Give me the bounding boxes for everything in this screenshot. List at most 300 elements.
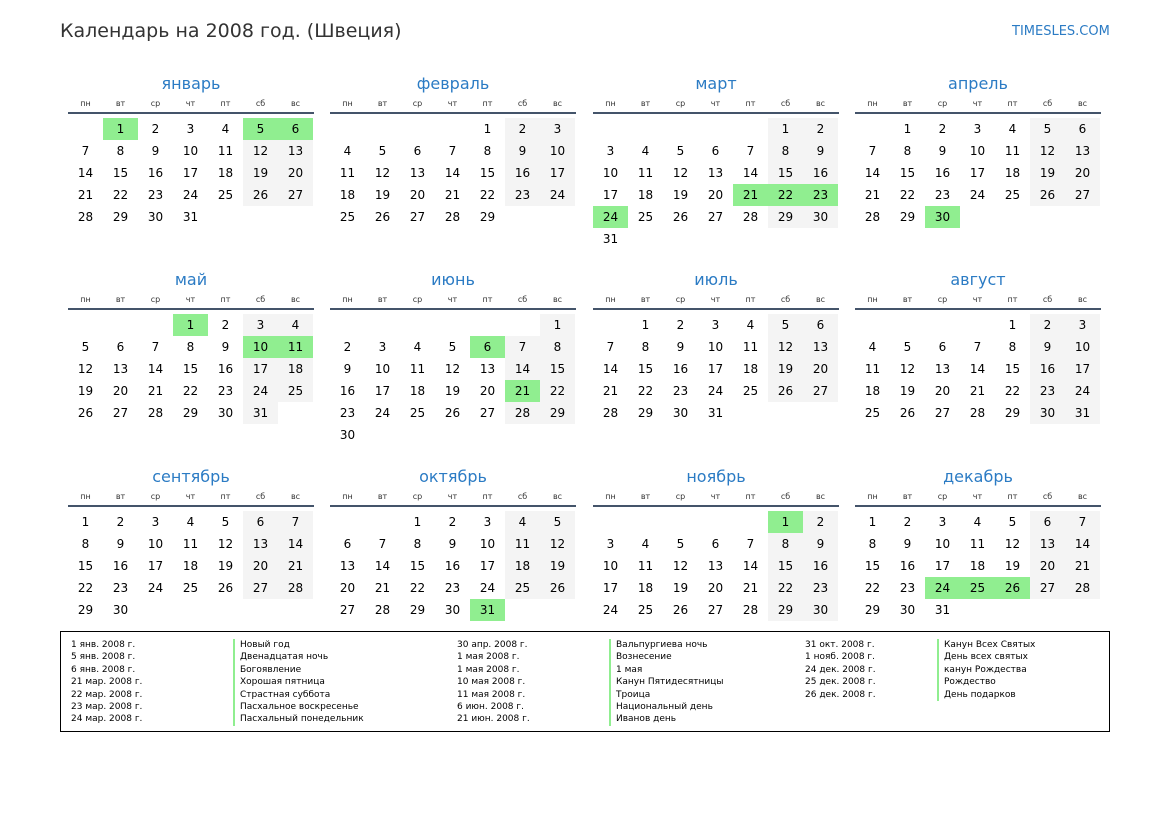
weekday-label: чт bbox=[447, 295, 458, 304]
day-cell: 9 bbox=[151, 144, 160, 158]
legend-holiday-name: Хорошая пятница bbox=[240, 677, 325, 688]
weekday-label: пн bbox=[867, 99, 878, 108]
day-cell: 12 bbox=[77, 362, 94, 376]
day-cell: 27 bbox=[934, 406, 951, 420]
day-cell: 7 bbox=[81, 144, 90, 158]
legend-holiday-name: Канун Всех Святых bbox=[944, 640, 1036, 650]
day-cell: 9 bbox=[803, 533, 838, 555]
day-cell: 3 bbox=[938, 515, 947, 529]
day-cell: 5 bbox=[540, 511, 575, 533]
day-cell: 11 bbox=[742, 340, 759, 354]
day-cell: 22 bbox=[112, 188, 129, 202]
day-cell: 9 bbox=[676, 340, 685, 354]
day-cell: 21 bbox=[278, 555, 313, 577]
day-cell: 26 bbox=[1030, 184, 1065, 206]
month-name: февраль bbox=[416, 74, 490, 93]
day-cell: 2 bbox=[448, 515, 457, 529]
day-cell: 17 bbox=[602, 188, 619, 202]
day-cell: 6 bbox=[711, 144, 720, 158]
day-cell: 10 bbox=[374, 362, 391, 376]
day-cell: 21 bbox=[77, 188, 94, 202]
day-cell: 24 bbox=[243, 380, 278, 402]
day-cell: 18 bbox=[1004, 166, 1021, 180]
weekday-label: чт bbox=[972, 99, 983, 108]
weekday-label: вт bbox=[377, 99, 388, 108]
day-cell: 26 bbox=[672, 210, 689, 224]
day-cell: 10 bbox=[1065, 336, 1100, 358]
day-cell: 23 bbox=[339, 406, 356, 420]
weekday-label: чт bbox=[710, 99, 721, 108]
day-cell: 30 bbox=[339, 428, 356, 442]
day-cell: 20 bbox=[409, 188, 426, 202]
day-cell: 1 bbox=[768, 118, 803, 140]
day-cell: 2 bbox=[803, 511, 838, 533]
day-cell: 19 bbox=[374, 188, 391, 202]
legend-holiday-name: Новый год bbox=[240, 640, 290, 650]
legend-holiday-name: Иванов день bbox=[616, 714, 677, 725]
day-cell: 8 bbox=[768, 533, 803, 555]
day-cell: 30 bbox=[672, 406, 689, 420]
day-cell: 25 bbox=[864, 406, 881, 420]
day-cell: 12 bbox=[243, 140, 278, 162]
day-cell: 11 bbox=[637, 559, 654, 573]
weekday-label: пн bbox=[605, 295, 616, 304]
day-cell: 1 bbox=[413, 515, 422, 529]
day-cell: 19 bbox=[77, 384, 94, 398]
day-cell: 8 bbox=[483, 144, 492, 158]
weekday-label: вс bbox=[1077, 492, 1088, 501]
day-cell: 23 bbox=[505, 184, 540, 206]
day-cell: 19 bbox=[217, 559, 234, 573]
day-cell: 4 bbox=[641, 144, 650, 158]
day-cell: 27 bbox=[1065, 184, 1100, 206]
weekday-label: сб bbox=[780, 99, 791, 108]
day-cell: 12 bbox=[1004, 537, 1021, 551]
weekday-label: пт bbox=[220, 99, 231, 108]
day-cell: 6 bbox=[116, 340, 125, 354]
day-cell: 9 bbox=[343, 362, 352, 376]
weekday-label: вт bbox=[640, 492, 651, 501]
weekday-label: пт bbox=[1007, 99, 1018, 108]
day-cell: 26 bbox=[995, 577, 1030, 599]
day-cell: 11 bbox=[1004, 144, 1021, 158]
day-cell: 8 bbox=[768, 140, 803, 162]
day-cell: 19 bbox=[672, 188, 689, 202]
day-cell: 8 bbox=[116, 144, 125, 158]
day-cell: 6 bbox=[413, 144, 422, 158]
day-cell: 25 bbox=[1004, 188, 1021, 202]
day-cell: 13 bbox=[934, 362, 951, 376]
day-cell: 18 bbox=[969, 559, 986, 573]
day-cell: 15 bbox=[864, 559, 881, 573]
month-rule bbox=[593, 308, 839, 310]
day-cell: 7 bbox=[448, 144, 457, 158]
day-cell: 21 bbox=[969, 384, 986, 398]
month-name: октябрь bbox=[419, 467, 487, 486]
day-cell: 23 bbox=[934, 188, 951, 202]
day-cell: 30 bbox=[925, 206, 960, 228]
day-cell: 14 bbox=[444, 166, 461, 180]
day-cell: 23 bbox=[1030, 380, 1065, 402]
day-cell: 26 bbox=[217, 581, 234, 595]
day-cell: 10 bbox=[934, 537, 951, 551]
day-cell: 25 bbox=[217, 188, 234, 202]
day-cell: 4 bbox=[186, 515, 195, 529]
day-cell: 8 bbox=[1008, 340, 1017, 354]
day-cell: 13 bbox=[243, 533, 278, 555]
weekday-label: сб bbox=[780, 492, 791, 501]
day-cell: 7 bbox=[278, 511, 313, 533]
day-cell: 12 bbox=[899, 362, 916, 376]
day-cell: 10 bbox=[602, 166, 619, 180]
day-cell: 28 bbox=[864, 210, 881, 224]
day-cell: 17 bbox=[479, 559, 496, 573]
month-rule bbox=[855, 112, 1101, 114]
legend-holiday-name: Вальпургиева ночь bbox=[616, 640, 708, 650]
day-cell: 28 bbox=[374, 603, 391, 617]
weekday-label: пн bbox=[80, 492, 91, 501]
weekday-label: ср bbox=[412, 492, 423, 501]
day-cell: 6 bbox=[711, 537, 720, 551]
day-cell: 14 bbox=[742, 559, 759, 573]
day-cell: 9 bbox=[448, 537, 457, 551]
day-cell: 24 bbox=[147, 581, 164, 595]
weekday-label: пт bbox=[1007, 295, 1018, 304]
weekday-label: чт bbox=[972, 492, 983, 501]
day-cell: 26 bbox=[672, 603, 689, 617]
day-cell: 9 bbox=[116, 537, 125, 551]
weekday-label: вт bbox=[902, 492, 913, 501]
day-cell: 27 bbox=[112, 406, 129, 420]
weekday-label: вс bbox=[290, 295, 301, 304]
weekday-label: чт bbox=[710, 295, 721, 304]
legend-dates bbox=[457, 639, 530, 726]
day-cell: 15 bbox=[182, 362, 199, 376]
day-cell: 2 bbox=[938, 122, 947, 136]
legend-date: 22 мар. 2008 г. bbox=[71, 689, 143, 700]
day-cell: 5 bbox=[676, 537, 685, 551]
day-cell: 3 bbox=[483, 515, 492, 529]
legend-holiday-name: 1 мая bbox=[616, 664, 643, 675]
day-cell: 19 bbox=[444, 384, 461, 398]
day-cell: 6 bbox=[243, 511, 278, 533]
day-cell: 23 bbox=[672, 384, 689, 398]
month-rule bbox=[330, 505, 576, 507]
day-cell: 13 bbox=[409, 166, 426, 180]
day-cell: 30 bbox=[217, 406, 234, 420]
day-cell: 14 bbox=[742, 166, 759, 180]
weekday-label: пн bbox=[867, 295, 878, 304]
legend-dates bbox=[805, 639, 876, 701]
day-cell: 3 bbox=[711, 318, 720, 332]
month-name: сентябрь bbox=[152, 467, 230, 486]
day-cell: 28 bbox=[602, 406, 619, 420]
day-cell: 20 bbox=[707, 188, 724, 202]
day-cell: 2 bbox=[903, 515, 912, 529]
day-cell: 17 bbox=[374, 384, 391, 398]
day-cell: 20 bbox=[339, 581, 356, 595]
day-cell: 20 bbox=[278, 162, 313, 184]
day-cell: 13 bbox=[112, 362, 129, 376]
day-cell: 12 bbox=[540, 533, 575, 555]
weekday-label: вт bbox=[377, 295, 388, 304]
day-cell: 28 bbox=[742, 210, 759, 224]
legend-date: 6 июн. 2008 г. bbox=[457, 701, 524, 712]
weekday-label: пт bbox=[482, 492, 493, 501]
day-cell: 2 bbox=[116, 515, 125, 529]
day-cell: 21 bbox=[864, 188, 881, 202]
brand-link[interactable]: TIMESLES.COM bbox=[1012, 24, 1110, 39]
weekday-label: сб bbox=[255, 492, 266, 501]
day-cell: 31 bbox=[470, 599, 505, 621]
day-cell: 16 bbox=[505, 162, 540, 184]
day-cell: 29 bbox=[768, 206, 803, 228]
day-cell: 16 bbox=[803, 162, 838, 184]
month-rule bbox=[593, 505, 839, 507]
day-cell: 17 bbox=[1065, 358, 1100, 380]
day-cell: 20 bbox=[707, 581, 724, 595]
day-cell: 24 bbox=[925, 577, 960, 599]
day-cell: 27 bbox=[479, 406, 496, 420]
day-cell: 2 bbox=[803, 118, 838, 140]
legend-holiday-name: Пасхальное воскресенье bbox=[240, 701, 359, 712]
weekday-label: сб bbox=[517, 295, 528, 304]
day-cell: 6 bbox=[938, 340, 947, 354]
day-cell: 2 bbox=[151, 122, 160, 136]
weekday-label: ср bbox=[150, 99, 161, 108]
day-cell: 23 bbox=[444, 581, 461, 595]
day-cell: 24 bbox=[707, 384, 724, 398]
day-cell: 2 bbox=[1030, 314, 1065, 336]
legend-holiday-name: День подарков bbox=[944, 689, 1016, 700]
day-cell: 13 bbox=[707, 559, 724, 573]
day-cell: 22 bbox=[899, 188, 916, 202]
day-cell: 3 bbox=[243, 314, 278, 336]
day-cell: 10 bbox=[602, 559, 619, 573]
day-cell: 28 bbox=[77, 210, 94, 224]
day-cell: 5 bbox=[1008, 515, 1017, 529]
day-cell: 1 bbox=[173, 314, 208, 336]
month-name: май bbox=[174, 270, 208, 289]
weekday-label: вт bbox=[902, 99, 913, 108]
day-cell: 3 bbox=[1065, 314, 1100, 336]
legend-date: 1 янв. 2008 г. bbox=[71, 640, 136, 650]
legend-holiday-name: Вознесение bbox=[616, 652, 672, 663]
day-cell: 21 bbox=[147, 384, 164, 398]
day-cell: 25 bbox=[409, 406, 426, 420]
day-cell: 29 bbox=[864, 603, 881, 617]
day-cell: 3 bbox=[606, 537, 615, 551]
day-cell: 16 bbox=[803, 555, 838, 577]
day-cell: 21 bbox=[1065, 555, 1100, 577]
day-cell: 5 bbox=[243, 118, 278, 140]
day-cell: 29 bbox=[1004, 406, 1021, 420]
day-cell: 25 bbox=[742, 384, 759, 398]
day-cell: 12 bbox=[374, 166, 391, 180]
day-cell: 17 bbox=[602, 581, 619, 595]
month-rule bbox=[330, 112, 576, 114]
day-cell: 25 bbox=[278, 380, 313, 402]
day-cell: 30 bbox=[444, 603, 461, 617]
day-cell: 13 bbox=[339, 559, 356, 573]
day-cell: 7 bbox=[378, 537, 387, 551]
legend-holiday-name: канун Рождества bbox=[944, 664, 1027, 675]
day-cell: 31 bbox=[182, 210, 199, 224]
day-cell: 11 bbox=[505, 533, 540, 555]
day-cell: 27 bbox=[803, 380, 838, 402]
day-cell: 21 bbox=[733, 184, 768, 206]
day-cell: 4 bbox=[221, 122, 230, 136]
day-cell: 21 bbox=[505, 380, 540, 402]
day-cell: 6 bbox=[1065, 118, 1100, 140]
day-cell: 3 bbox=[606, 144, 615, 158]
legend-date: 26 дек. 2008 г. bbox=[805, 689, 876, 700]
weekday-label: вт bbox=[640, 99, 651, 108]
weekday-label: вс bbox=[815, 295, 826, 304]
day-cell: 3 bbox=[378, 340, 387, 354]
day-cell: 24 bbox=[593, 206, 628, 228]
day-cell: 31 bbox=[1065, 402, 1100, 424]
day-cell: 31 bbox=[602, 232, 619, 246]
day-cell: 14 bbox=[602, 362, 619, 376]
day-cell: 17 bbox=[540, 162, 575, 184]
month-rule bbox=[593, 112, 839, 114]
month-name: апрель bbox=[948, 74, 1008, 93]
day-cell: 23 bbox=[803, 184, 838, 206]
weekday-label: пн bbox=[342, 295, 353, 304]
day-cell: 1 bbox=[641, 318, 650, 332]
weekday-label: пн bbox=[867, 492, 878, 501]
day-cell: 23 bbox=[899, 581, 916, 595]
month-rule bbox=[330, 308, 576, 310]
day-cell: 12 bbox=[768, 336, 803, 358]
day-cell: 26 bbox=[77, 406, 94, 420]
day-cell: 21 bbox=[374, 581, 391, 595]
weekday-label: вс bbox=[290, 492, 301, 501]
weekday-label: вс bbox=[815, 492, 826, 501]
day-cell: 1 bbox=[868, 515, 877, 529]
day-cell: 6 bbox=[1030, 511, 1065, 533]
day-cell: 28 bbox=[969, 406, 986, 420]
weekday-label: сб bbox=[517, 492, 528, 501]
day-cell: 1 bbox=[540, 314, 575, 336]
month-name: ноябрь bbox=[686, 467, 746, 486]
day-cell: 6 bbox=[343, 537, 352, 551]
day-cell: 27 bbox=[1030, 577, 1065, 599]
weekday-label: пн bbox=[605, 99, 616, 108]
day-cell: 16 bbox=[339, 384, 356, 398]
day-cell: 30 bbox=[803, 206, 838, 228]
weekday-label: вт bbox=[115, 295, 126, 304]
day-cell: 25 bbox=[339, 210, 356, 224]
day-cell: 7 bbox=[151, 340, 160, 354]
weekday-label: чт bbox=[447, 492, 458, 501]
day-cell: 18 bbox=[637, 581, 654, 595]
month-rule bbox=[855, 505, 1101, 507]
month-name: март bbox=[695, 74, 737, 93]
day-cell: 19 bbox=[243, 162, 278, 184]
day-cell: 5 bbox=[1030, 118, 1065, 140]
day-cell: 30 bbox=[112, 603, 129, 617]
day-cell: 23 bbox=[217, 384, 234, 398]
holiday-legend bbox=[60, 631, 1110, 732]
day-cell: 1 bbox=[1008, 318, 1017, 332]
day-cell: 14 bbox=[374, 559, 391, 573]
day-cell: 4 bbox=[868, 340, 877, 354]
day-cell: 1 bbox=[103, 118, 138, 140]
day-cell: 21 bbox=[602, 384, 619, 398]
day-cell: 10 bbox=[182, 144, 199, 158]
legend-holiday-name: Двенадцатая ночь bbox=[240, 652, 329, 663]
day-cell: 7 bbox=[746, 537, 755, 551]
weekday-label: чт bbox=[185, 295, 196, 304]
day-cell: 5 bbox=[903, 340, 912, 354]
day-cell: 28 bbox=[1065, 577, 1100, 599]
day-cell: 16 bbox=[444, 559, 461, 573]
day-cell: 15 bbox=[540, 358, 575, 380]
day-cell: 4 bbox=[973, 515, 982, 529]
day-cell: 10 bbox=[479, 537, 496, 551]
legend-names bbox=[937, 639, 1035, 701]
day-cell: 9 bbox=[221, 340, 230, 354]
day-cell: 15 bbox=[637, 362, 654, 376]
day-cell: 5 bbox=[81, 340, 90, 354]
month-rule bbox=[68, 112, 314, 114]
month-name: декабрь bbox=[943, 467, 1013, 486]
weekday-label: чт bbox=[710, 492, 721, 501]
day-cell: 10 bbox=[540, 140, 575, 162]
day-cell: 27 bbox=[707, 603, 724, 617]
legend-names bbox=[609, 639, 723, 726]
weekday-label: вт bbox=[115, 99, 126, 108]
day-cell: 2 bbox=[676, 318, 685, 332]
day-cell: 10 bbox=[147, 537, 164, 551]
legend-holiday-name: Богоявление bbox=[240, 664, 302, 675]
day-cell: 19 bbox=[1004, 559, 1021, 573]
day-cell: 6 bbox=[470, 336, 505, 358]
day-cell: 7 bbox=[606, 340, 615, 354]
day-cell: 14 bbox=[505, 358, 540, 380]
day-cell: 7 bbox=[868, 144, 877, 158]
legend-date: 1 нояб. 2008 г. bbox=[805, 652, 876, 663]
day-cell: 20 bbox=[934, 384, 951, 398]
day-cell: 8 bbox=[868, 537, 877, 551]
day-cell: 29 bbox=[540, 402, 575, 424]
day-cell: 14 bbox=[969, 362, 986, 376]
day-cell: 23 bbox=[112, 581, 129, 595]
day-cell: 26 bbox=[899, 406, 916, 420]
day-cell: 12 bbox=[217, 537, 234, 551]
day-cell: 22 bbox=[864, 581, 881, 595]
day-cell: 28 bbox=[147, 406, 164, 420]
day-cell: 19 bbox=[899, 384, 916, 398]
day-cell: 8 bbox=[413, 537, 422, 551]
day-cell: 18 bbox=[742, 362, 759, 376]
day-cell: 10 bbox=[243, 336, 278, 358]
day-cell: 17 bbox=[243, 358, 278, 380]
day-cell: 14 bbox=[278, 533, 313, 555]
day-cell: 12 bbox=[672, 166, 689, 180]
day-cell: 22 bbox=[182, 384, 199, 398]
weekday-label: сб bbox=[780, 295, 791, 304]
day-cell: 24 bbox=[374, 406, 391, 420]
month-name: январь bbox=[161, 74, 221, 93]
day-cell: 4 bbox=[413, 340, 422, 354]
day-cell: 25 bbox=[182, 581, 199, 595]
day-cell: 24 bbox=[540, 184, 575, 206]
weekday-label: сб bbox=[255, 295, 266, 304]
month-rule bbox=[855, 308, 1101, 310]
